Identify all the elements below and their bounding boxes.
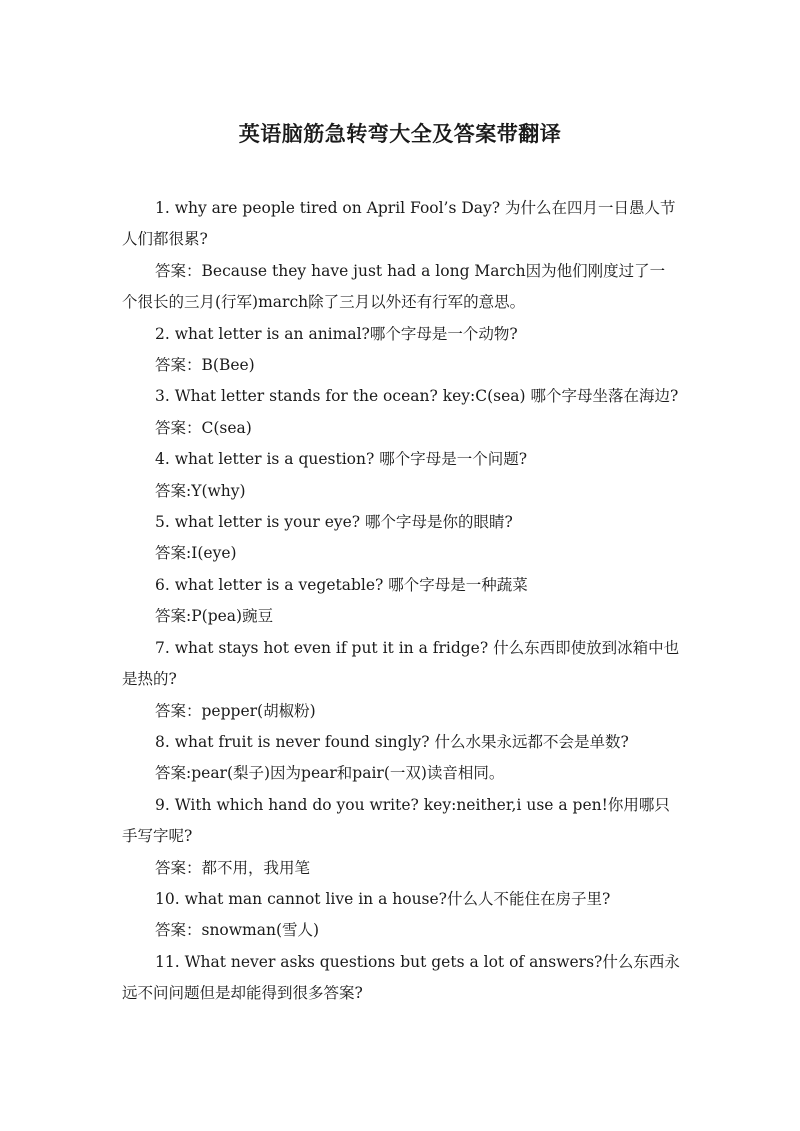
paragraph-a7: 答案：pepper(胡椒粉) [155,701,316,720]
paragraph-a1: 答案：Because they have just had a long March因为他们刚度过了一个很长的三月(行军)march除了三月以外还有行军的意思。 [122,261,666,312]
document-title: 英语脑筋急转弯大全及答案带翻译 [238,122,562,146]
paragraph-q9: 9. With which hand do you write? key:neither,i use a pen!你用哪只手写字呢? [122,795,670,846]
paragraph-q11: 11. What never asks questions but gets a lot of answers?什么东西永远不问问题但是却能得到很多答案? [122,952,680,1003]
paragraph-a2: 答案：B(Bee) [155,356,255,375]
paragraph-a4: 答案:Y(why) [155,481,246,500]
paragraph-a8: 答案:pear(梨子)因为pear和pair(一双)读音相同。 [155,764,505,783]
paragraph-q6: 6. what letter is a vegetable? 哪个字母是一种蔬菜 [155,575,528,594]
paragraph-q8: 8. what fruit is never found singly? 什么水果永远都不会是单数? [155,732,629,751]
paragraph-q3: 3. What letter stands for the ocean? key:C(sea) 哪个字母坐落在海边? [155,387,679,406]
paragraph-q4: 4. what letter is a question? 哪个字母是一个问题? [155,450,528,469]
paragraph-q10: 10. what man cannot live in a house?什么人不能住在房子里? [155,889,611,908]
paragraph-q5: 5. what letter is your eye? 哪个字母是你的眼睛? [155,513,513,532]
paragraph-a6: 答案:P(pea)豌豆 [155,607,274,626]
paragraph-a5: 答案:I(eye) [155,544,237,563]
paragraph-a3: 答案：C(sea) [155,418,252,437]
paragraph-a9: 答案：都不用，我用笔 [155,858,311,877]
paragraph-q1: 1. why are people tired on April Fool’s Day? 为什么在四月一日愚人节人们都很累? [122,199,676,249]
paragraph-q7: 7. what stays hot even if put it in a fridge? 什么东西即使放到冰箱中也是热的? [122,638,680,689]
paragraph-a10: 答案：snowman(雪人) [155,921,320,940]
document-body [122,193,680,1010]
paragraph-q2: 2. what letter is an animal?哪个字母是一个动物? [155,324,518,343]
